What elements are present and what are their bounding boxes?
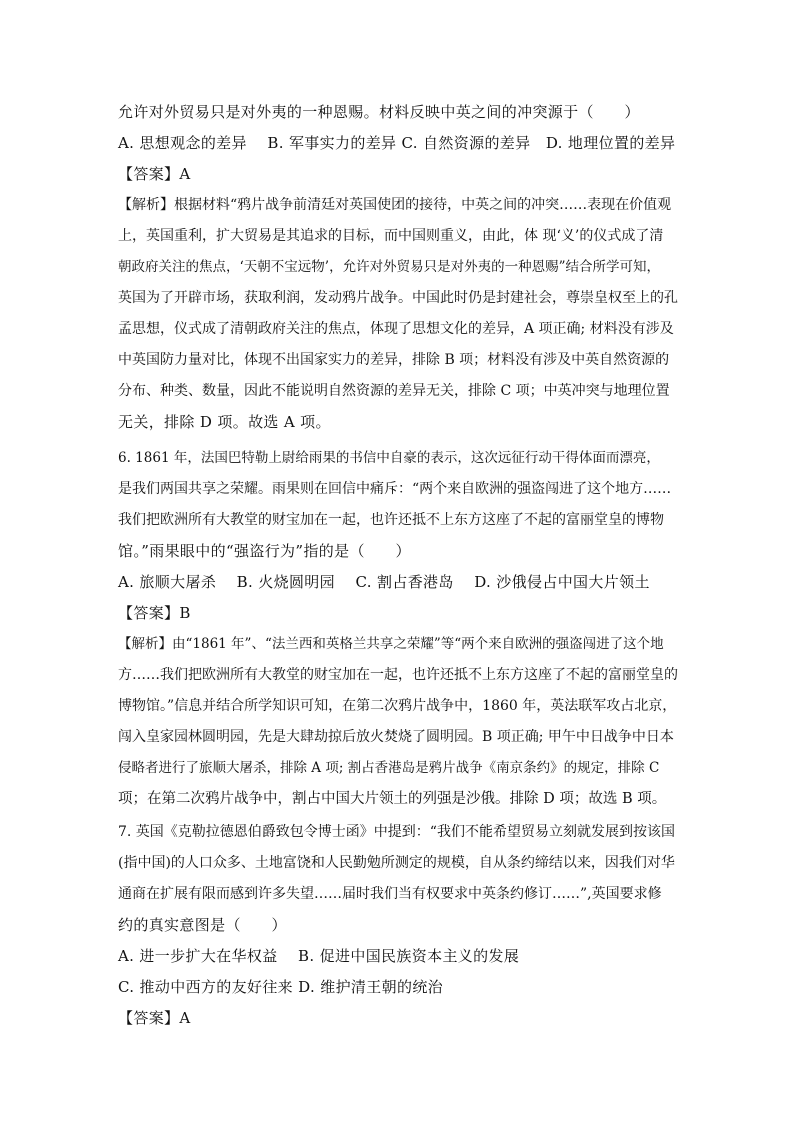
question-6-analysis-line-5: 侵略者进行了旅顺大屠杀，排除 A 项; 割占香港岛是鸦片战争《南京条约》的规定，排除 C xyxy=(118,760,660,776)
question-6-stem-line-1: 6. 1861 年，法国巴特勒上尉给雨果的书信中自豪的表示，这次远征行动干得体面而漂亮， xyxy=(118,450,660,466)
question-6-analysis-line-6: 项；在第二次鸦片战争中，割占中国大片领土的列强是沙俄。排除 D 项；故选 B 项。 xyxy=(118,791,667,807)
question-7-stem-line-4: 约的真实意图是（ ） xyxy=(118,916,287,934)
question-5-analysis-line-7: 分布、种类、数量，因此不能说明自然资源的差异无关，排除 C 项；中英冲突与地理位置 xyxy=(118,383,670,399)
question-7-answer: 【答案】A xyxy=(118,1009,191,1027)
question-6-stem-line-3: 我们把欧洲所有大教堂的财宝加在一起，也许还抵不上东方这座了不起的富丽堂皇的博物 xyxy=(118,512,664,528)
question-6-analysis-line-4: 闯入皇家园林圆明园，先是大肆劫掠后放火焚烧了圆明园。B 项正确; 甲午中日战争中日本 xyxy=(118,729,674,745)
question-5-analysis-line-8: 无关，排除 D 项。故选 A 项。 xyxy=(118,413,331,431)
question-5-options: A. 思想观念的差异 B. 军事实力的差异 C. 自然资源的差异 D. 地理位置的差异 xyxy=(118,134,676,152)
question-5-analysis-line-5: 孟思想，仪式成了清朝政府关注的焦点，体现了思想文化的差异，A 项正确; 材料没有涉及 xyxy=(118,321,674,337)
question-7-stem-line-2: (指中国)的人口众多、土地富饶和人民勤勉所测定的规模，自从条约缔结以来，因我们对华 xyxy=(118,855,675,871)
question-6-options: A. 旅顺大屠杀 B. 火烧圆明园 C. 割占香港岛 D. 沙俄侵占中国大片领土 xyxy=(118,573,650,591)
question-6-answer: 【答案】B xyxy=(118,604,191,622)
question-7-stem-line-1: 7. 英国《克勒拉德恩伯爵致包令博士函》中提到：“我们不能希望贸易立刻就发展到按该国 xyxy=(118,824,675,840)
question-5-answer: 【答案】A xyxy=(118,165,191,183)
question-6-analysis-line-2: 方……我们把欧洲所有大教堂的财宝加在一起，也许还抵不上东方这座了不起的富丽堂皇的 xyxy=(118,667,678,683)
question-5-analysis-line-3: 朝政府关注的焦点，‘天朝不宝远物’，允许对外贸易只是对外夷的一种恩赐”结合所学可知， xyxy=(118,259,660,275)
question-7-stem-line-3: 通商在扩展有限而感到许多失望……届时我们当有权要求中英条约修订……”,英国要求修 xyxy=(118,886,662,902)
question-5-analysis-line-1: 【解析】根据材料“鸦片战争前清廷对英国使团的接待，中英之间的冲突……表现在价值观 xyxy=(118,197,672,213)
question-5-analysis-line-4: 英国为了开辟市场，获取利润，发动鸦片战争。中国此时仍是封建社会，尊崇皇权至上的孔 xyxy=(118,290,678,306)
question-5-analysis-line-6: 中英国防力量对比，体现不出国家实力的差异，排除 B 项；材料没有涉及中英自然资源的 xyxy=(118,352,670,368)
question-6-stem-line-2: 是我们两国共享之荣耀。雨果则在回信中痛斥：“两个来自欧洲的强盗闯进了这个地方…… xyxy=(118,481,672,497)
question-7-options-line-2: C. 推动中西方的友好往来 D. 维护清王朝的统治 xyxy=(118,978,444,996)
question-6-analysis-line-3: 博物馆。”信息并结合所学知识可知，在第二次鸦片战争中，1860 年，英法联军攻占北京， xyxy=(118,698,677,714)
question-6-stem-line-4: 馆。”雨果眼中的“强盗行为”指的是（ ） xyxy=(118,542,411,560)
question-6-analysis-line-1: 【解析】由“1861 年”、“法兰西和英格兰共享之荣耀”等“两个来自欧洲的强盗闯进了这个地 xyxy=(118,636,664,652)
question-5-analysis-line-2: 上，英国重利，扩大贸易是其追求的目标，而中国则重义，由此，体 现‘义’的仪式成了清 xyxy=(118,228,664,244)
question-7-options-line-1: A. 进一步扩大在华权益 B. 促进中国民族资本主义的发展 xyxy=(118,947,520,965)
question-5-stem-tail: 允许对外贸易只是对外夷的一种恩赐。材料反映中英之间的冲突源于（ ） xyxy=(118,103,640,121)
